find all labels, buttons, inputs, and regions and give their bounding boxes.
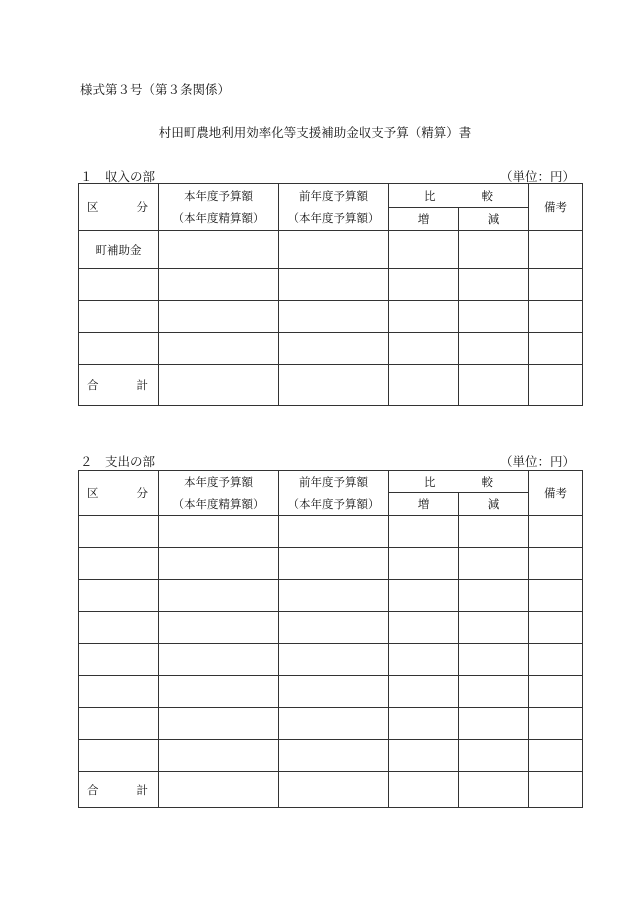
table-cell — [159, 516, 279, 548]
table-cell — [159, 269, 279, 301]
table-cell — [389, 772, 459, 808]
table-cell — [529, 301, 583, 333]
table-cell — [529, 772, 583, 808]
form-number: 様式第３号（第３条関係） — [80, 82, 231, 97]
category-header: 区 分 — [79, 471, 159, 516]
remarks-header: 備考 — [529, 184, 583, 231]
table-cell — [79, 269, 159, 301]
table-cell — [159, 676, 279, 708]
table-row — [79, 516, 583, 548]
table-cell — [459, 548, 529, 580]
table-cell — [279, 365, 389, 406]
table-cell — [459, 333, 529, 365]
table-cell — [279, 301, 389, 333]
table-cell — [389, 365, 459, 406]
table-cell — [279, 676, 389, 708]
table-cell — [389, 644, 459, 676]
table-cell — [389, 612, 459, 644]
document-title: 村田町農地利用効率化等支援補助金収支予算（精算）書 — [158, 125, 472, 140]
table-cell — [389, 231, 459, 269]
current-year-header: 本年度予算額 （本年度精算額） — [159, 184, 279, 231]
row-label-town-subsidy: 町補助金 — [79, 231, 159, 269]
table-cell — [159, 644, 279, 676]
income-section-heading: １ 収入の部 — [80, 169, 156, 184]
table-cell — [79, 333, 159, 365]
table-cell — [459, 612, 529, 644]
table-cell — [159, 612, 279, 644]
table-cell — [459, 301, 529, 333]
table-cell — [459, 676, 529, 708]
table-row — [79, 269, 583, 301]
table-cell — [279, 612, 389, 644]
income-table — [78, 183, 583, 406]
previous-year-header: 前年度予算額 （本年度予算額） — [279, 471, 389, 516]
table-cell — [159, 772, 279, 808]
table-cell — [279, 269, 389, 301]
table-cell — [79, 580, 159, 612]
table-cell — [79, 740, 159, 772]
table-cell — [529, 580, 583, 612]
table-cell — [279, 231, 389, 269]
table-row — [79, 708, 583, 740]
table-cell — [459, 772, 529, 808]
table-cell — [389, 301, 459, 333]
expense-section-heading: ２ 支出の部 — [80, 454, 156, 469]
decrease-header: 減 — [459, 493, 529, 516]
table-cell — [389, 516, 459, 548]
table-cell — [279, 644, 389, 676]
table-cell — [159, 231, 279, 269]
increase-header: 増 — [389, 493, 459, 516]
comparison-header: 比 較 — [389, 471, 529, 493]
table-cell — [279, 333, 389, 365]
table-cell — [159, 365, 279, 406]
increase-header: 増 — [389, 208, 459, 231]
table-cell — [459, 365, 529, 406]
table-row — [79, 333, 583, 365]
decrease-header: 減 — [459, 208, 529, 231]
table-row — [79, 231, 583, 269]
table-row — [79, 612, 583, 644]
table-cell — [159, 740, 279, 772]
table-cell — [159, 708, 279, 740]
income-unit-label: （単位：円） — [499, 169, 575, 184]
table-row — [79, 301, 583, 333]
table-cell — [79, 548, 159, 580]
table-cell — [389, 580, 459, 612]
table-cell — [459, 644, 529, 676]
table-row — [79, 676, 583, 708]
table-cell — [389, 740, 459, 772]
table-cell — [279, 708, 389, 740]
table-cell — [459, 269, 529, 301]
table-cell — [389, 269, 459, 301]
category-header: 区 分 — [79, 184, 159, 231]
table-cell — [389, 708, 459, 740]
table-cell — [159, 548, 279, 580]
table-cell — [159, 333, 279, 365]
table-cell — [459, 708, 529, 740]
table-cell — [529, 269, 583, 301]
remarks-header: 備考 — [529, 471, 583, 516]
table-cell — [79, 612, 159, 644]
table-cell — [459, 231, 529, 269]
table-cell — [529, 516, 583, 548]
table-cell — [79, 301, 159, 333]
table-cell — [79, 676, 159, 708]
table-cell — [459, 516, 529, 548]
table-row — [79, 740, 583, 772]
expense-table — [78, 470, 583, 808]
table-cell — [529, 231, 583, 269]
table-cell — [529, 333, 583, 365]
table-cell — [529, 548, 583, 580]
table-cell — [389, 333, 459, 365]
table-cell — [389, 548, 459, 580]
table-cell — [279, 548, 389, 580]
total-label: 合 計 — [79, 772, 159, 808]
total-row — [79, 772, 583, 808]
table-cell — [279, 772, 389, 808]
table-cell — [529, 740, 583, 772]
expense-unit-label: （単位：円） — [499, 454, 575, 469]
table-cell — [279, 580, 389, 612]
table-cell — [459, 580, 529, 612]
table-cell — [529, 612, 583, 644]
table-cell — [529, 365, 583, 406]
current-year-header: 本年度予算額 （本年度精算額） — [159, 471, 279, 516]
table-cell — [79, 644, 159, 676]
table-cell — [529, 644, 583, 676]
table-cell — [159, 301, 279, 333]
table-cell — [279, 516, 389, 548]
total-label: 合 計 — [79, 365, 159, 406]
comparison-header: 比 較 — [389, 184, 529, 208]
table-cell — [529, 676, 583, 708]
table-row — [79, 644, 583, 676]
table-cell — [459, 740, 529, 772]
table-row — [79, 548, 583, 580]
previous-year-header: 前年度予算額 （本年度予算額） — [279, 184, 389, 231]
total-row — [79, 365, 583, 406]
table-cell — [159, 580, 279, 612]
table-cell — [389, 676, 459, 708]
table-cell — [279, 740, 389, 772]
table-cell — [79, 516, 159, 548]
table-cell — [529, 708, 583, 740]
table-cell — [79, 708, 159, 740]
table-row — [79, 580, 583, 612]
